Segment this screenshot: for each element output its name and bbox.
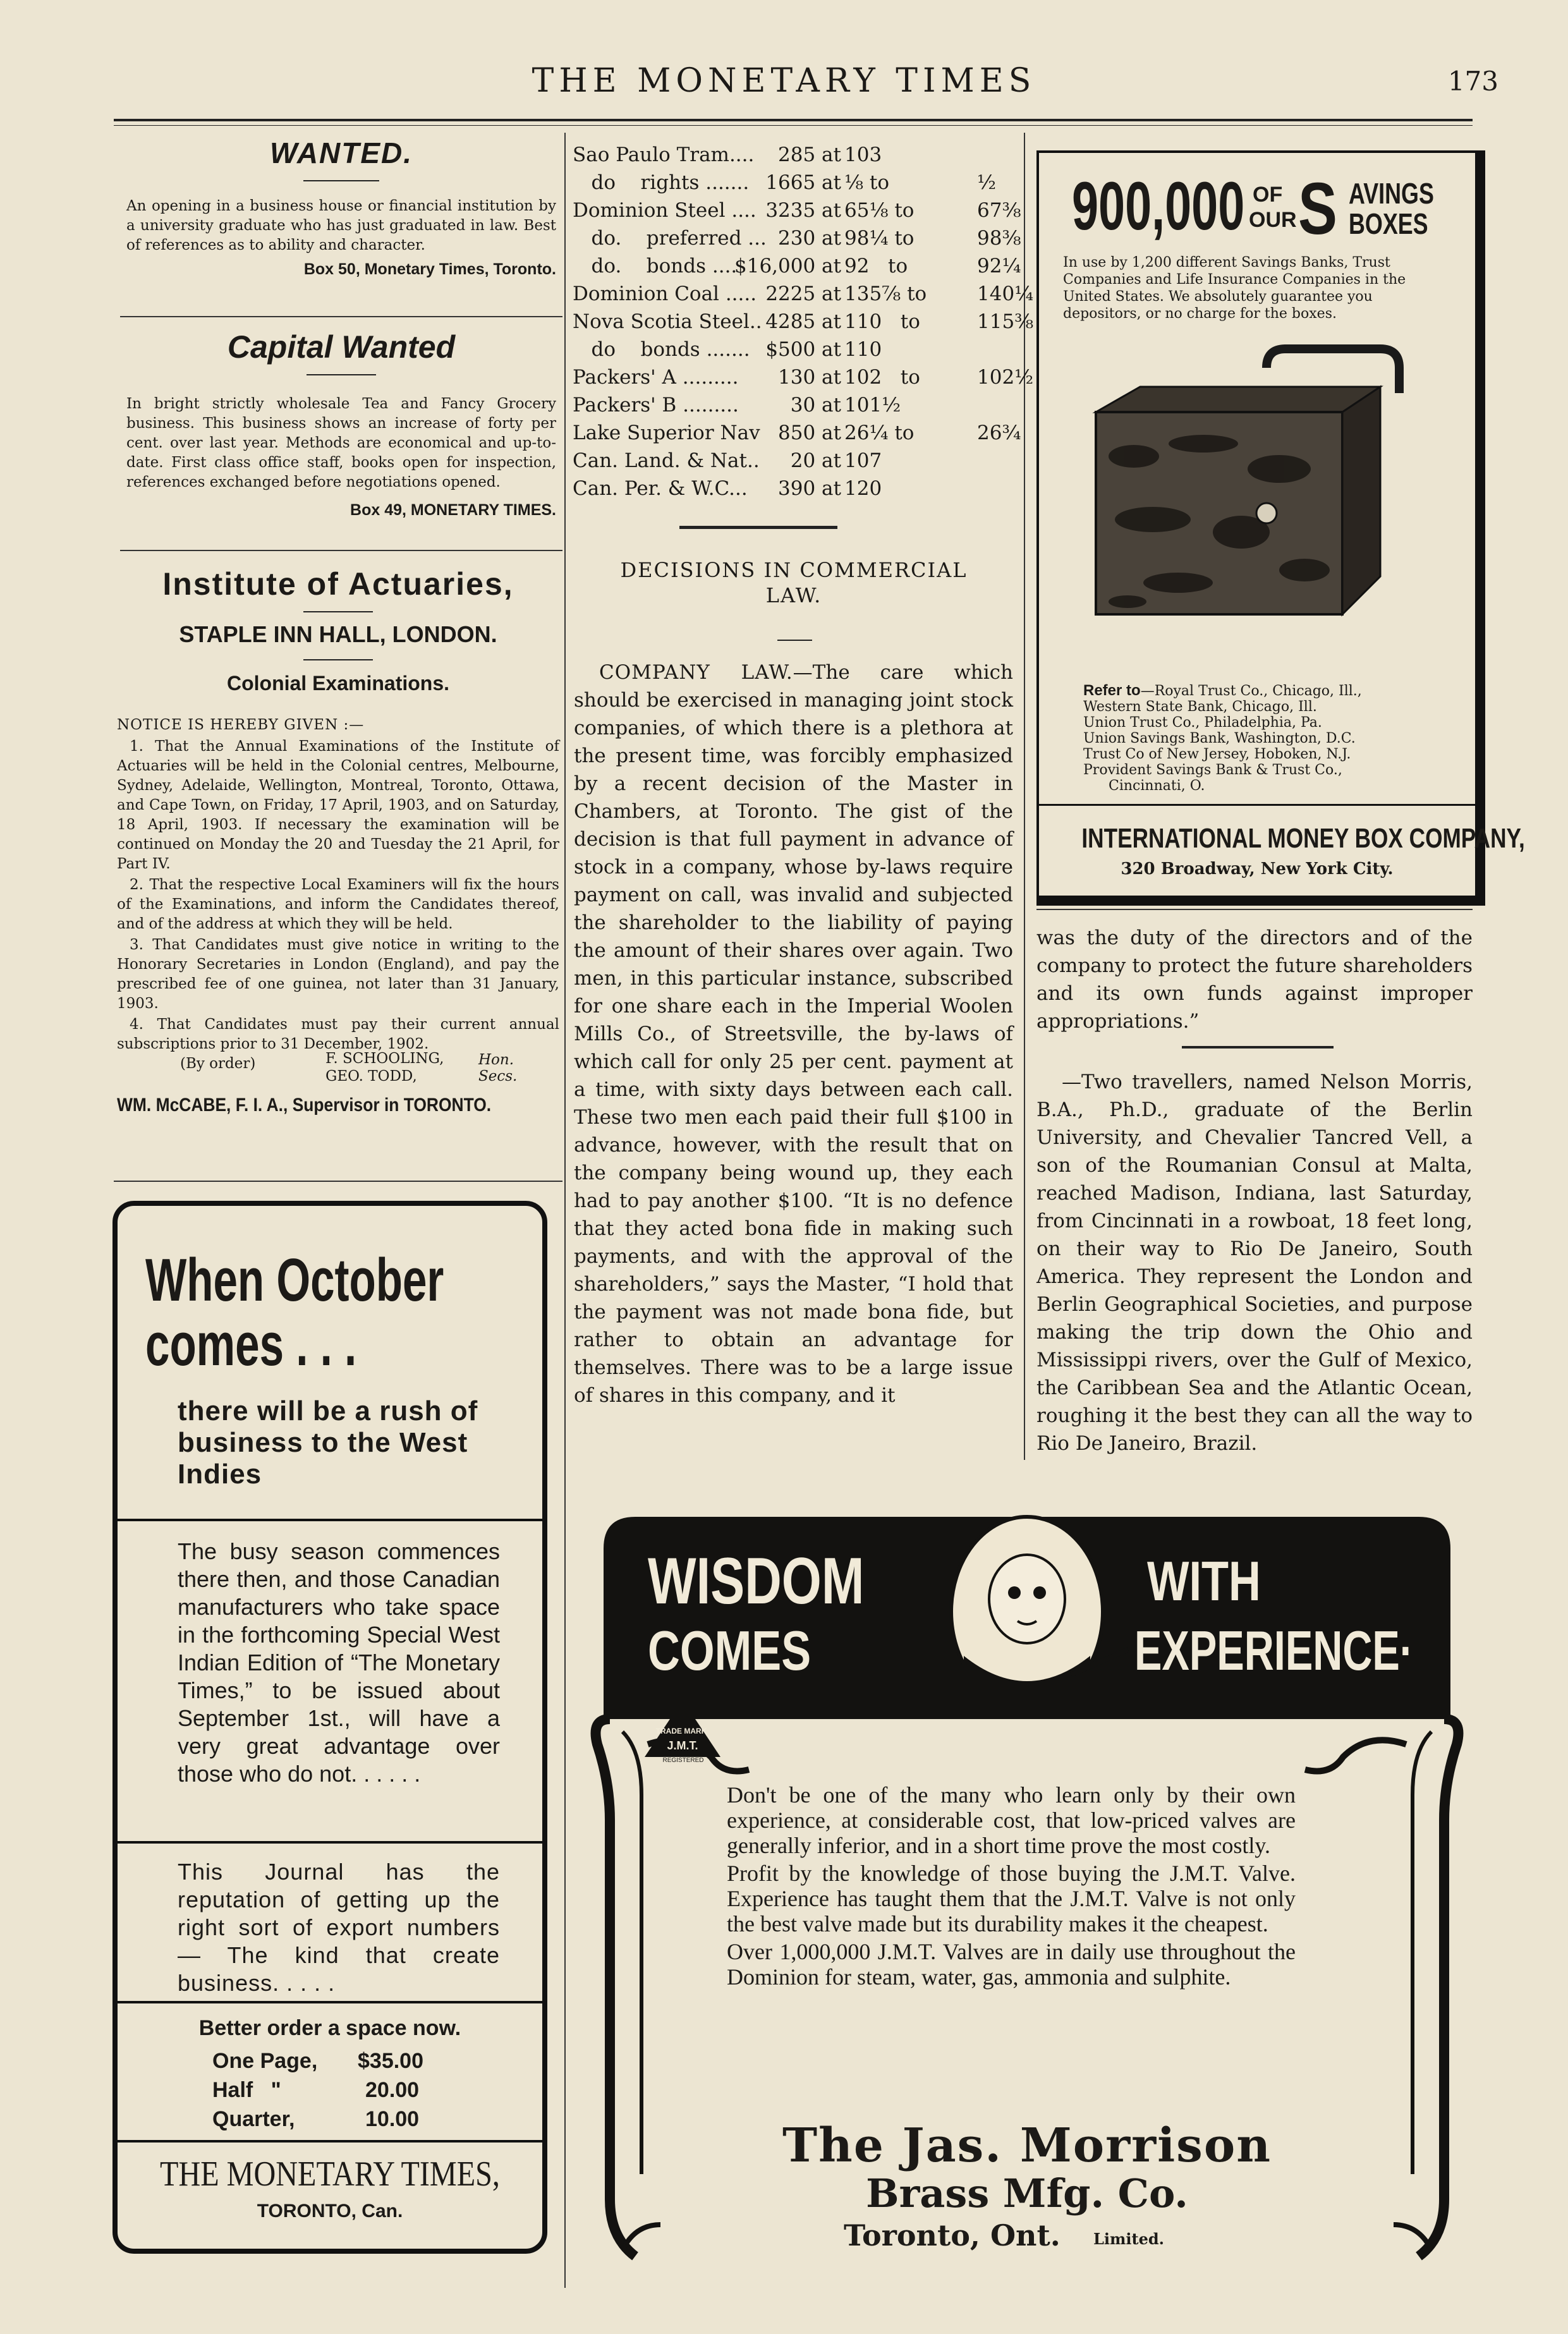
moneybox-desc: In use by 1,200 different Savings Banks, Trust Companies and Life Insurance Companies in the United States. We absolutely guarantee you depositors, or no charge for the boxes. — [1063, 255, 1406, 322]
stock-price: 110 to — [844, 310, 920, 333]
stock-row — [573, 449, 1015, 477]
capital-heading: Capital Wanted — [227, 329, 456, 365]
rate-row — [187, 2105, 427, 2134]
stock-row — [573, 143, 1015, 171]
jmt-trade-mark: TRADE MARK — [655, 1727, 707, 1735]
ref-line: Provident Savings Bank & Trust Co., — [1083, 762, 1342, 778]
divider — [112, 2001, 547, 2003]
list-item: 4. That Candidates must pay their current annual subscriptions prior to 31 December, 1902. — [117, 1016, 559, 1052]
stock-to: 26¾ — [977, 422, 1021, 444]
stock-amount: $500 at — [765, 338, 841, 361]
list-item: 2. That the respective Local Examiners will fix the hours of the Examinations, and inform the Candidates thereof, and of the address at which they will be held. — [117, 877, 559, 932]
frame-scroll — [648, 1740, 1406, 1771]
ref-line: Union Savings Bank, Washington, D.C. — [1083, 731, 1356, 746]
stock-price: 110 — [844, 338, 882, 361]
stock-price: 120 — [844, 477, 882, 500]
list-item: 1. That the Annual Examinations of the Institute of Actuaries will be held in the Colonial centres, Melbourne, Sydney, Adelaide, Wellington, Montreal, Toronto, Ottawa, and Cape Town, on Friday, 17 April, 1903, and on Saturday, 18 April, 1903. If necessary the examination will be continued on Monday the 20 and Tuesday the 21 April, for Part IV. — [117, 738, 559, 872]
travellers-item: —Two travellers, named Nelson Morris, B.A., Ph.D., graduate of the Berlin University, and Chevalier Tancred Vell, a son of the Roumanian Consul at Malta, reached Madison, Indiana, last Saturday, from Cincinnati in a rowboat, 18 feet long, on their way to Rio De Janeiro, South America. They represent the London and Berlin Geographical Societies, and purpose making the trip down the Ohio and Mississippi rivers, over the Gulf of Mexico, the Caribbean Sea and the Atlantic Ocean, roughing it the best they can all the way to Rio De Janeiro, Brazil. — [1036, 1071, 1473, 1455]
stock-to: 115⅜ — [977, 310, 1034, 333]
institute-notice — [117, 566, 559, 1116]
october-order: Better order a space now. — [198, 2016, 461, 2040]
october-para-1: The busy season commences there then, and those Canadian manufacturers who take space in the forthcoming Special West Indian Edition of “The Monetary Times,” to be issued about September 1st., will have a very great advantage over those who do not. . . . . . — [178, 1538, 500, 1787]
stock-name: Packers' A ......... — [573, 366, 739, 389]
october-city: TORONTO, Can. — [257, 2201, 403, 2222]
jmt-para-2: Profit by the knowledge of those buying the J.M.T. Valve. Experience has taught them that the J.M.T. Valve is not only the best valve made but its durability makes it the cheapest. — [727, 1861, 1296, 1936]
stock-amount: 390 at — [778, 477, 841, 500]
stock-to: 92¼ — [977, 255, 1021, 277]
stock-to: ½ — [977, 171, 997, 194]
jmt-with: WITH — [1147, 1550, 1261, 1612]
ref-line: Western State Bank, Chicago, Ill. — [1083, 699, 1317, 715]
stock-to: 102½ — [977, 366, 1034, 389]
october-rates — [187, 2046, 427, 2134]
secs-label: Secs. — [478, 1068, 518, 1085]
hon-label: Hon. — [478, 1052, 514, 1068]
stock-name: Sao Paulo Tram.... — [573, 143, 755, 166]
rate-label: Quarter, — [212, 2107, 295, 2131]
stock-amount: 285 at — [778, 143, 841, 166]
stock-row — [573, 199, 1021, 227]
stock-price: 65⅛ to — [844, 199, 915, 222]
rate-label: Half " — [212, 2078, 281, 2102]
institute-title: Institute of Actuaries, — [162, 566, 514, 602]
jmt-valve-ad — [585, 1504, 1469, 2282]
jmt-copy — [727, 1782, 1296, 1990]
stock-name: do. preferred ... — [573, 227, 767, 250]
stock-price: 101½ — [844, 394, 901, 416]
rate-label: One Page, — [212, 2049, 318, 2073]
box-lid — [1096, 387, 1380, 412]
decisions-heading-line-1: DECISIONS IN COMMERCIAL — [620, 558, 968, 582]
stock-amount: 20 at — [790, 449, 841, 472]
capital-box: Box 49, MONETARY TIMES. — [350, 501, 556, 519]
stock-name: do rights ....... — [573, 171, 750, 194]
running-head-title: THE MONETARY TIMES — [532, 62, 1036, 100]
stock-row — [573, 171, 1015, 199]
stock-amount: 3235 at — [765, 199, 841, 222]
divider — [112, 1519, 547, 1521]
jmt-comes: COMES — [648, 1619, 811, 1682]
october-ad — [112, 1201, 547, 2254]
ref-line: Union Trust Co., Philadelphia, Pa. — [1083, 715, 1322, 731]
jmt-firm-2: Brass Mfg. Co. — [866, 2170, 1188, 2216]
stock-row — [573, 477, 1015, 505]
moneybox-number: 900,000 — [1072, 167, 1245, 244]
divider — [777, 640, 812, 641]
divider — [1036, 909, 1473, 910]
wanted-heading: WANTED. — [269, 137, 413, 169]
stock-row — [573, 255, 1021, 283]
stock-amount: 2225 at — [765, 283, 841, 305]
stock-row — [573, 422, 1021, 449]
moneybox-s: S — [1298, 167, 1337, 250]
column-rule-left — [564, 133, 566, 2288]
stock-name: Dominion Steel .... — [573, 199, 757, 222]
stock-price: 103 — [844, 143, 882, 166]
decisions-heading — [573, 557, 1015, 608]
stock-amount: 1665 at — [765, 171, 841, 194]
stock-name: Can. Per. & W.C... — [573, 477, 748, 500]
stock-to: 67⅜ — [977, 199, 1021, 222]
institute-notice-heading: NOTICE IS HEREBY GIVEN :— — [117, 717, 365, 733]
stock-name: Lake Superior Nav — [573, 422, 760, 444]
institute-signatures — [117, 1050, 559, 1098]
stock-price: 107 — [844, 449, 882, 472]
stock-to: 140¼ — [977, 283, 1034, 305]
october-headline-2: comes . . . — [145, 1311, 357, 1378]
stock-row — [573, 394, 1015, 422]
stock-name: do. bonds .... — [573, 255, 738, 277]
divider — [1039, 804, 1475, 806]
divider — [303, 180, 379, 181]
divider — [1182, 1046, 1334, 1048]
stock-name: Can. Land. & Nat.. — [573, 449, 760, 472]
decisions-heading-line-2: LAW. — [765, 583, 822, 607]
wanted-box: Box 50, Monetary Times, Toronto. — [303, 260, 556, 278]
moneybox-refs — [1083, 683, 1450, 794]
stock-amount: 130 at — [778, 366, 841, 389]
moneybox-avings: AVINGS — [1349, 177, 1434, 210]
rate-row — [187, 2046, 427, 2076]
divider — [120, 316, 562, 317]
capital-wanted-ad — [126, 329, 556, 520]
stock-list — [573, 143, 1034, 505]
october-para-2: This Journal has the reputation of getting up the right sort of export numbers — The kind that create business. . . . . — [178, 1859, 500, 1996]
decisions-body — [574, 659, 1013, 1409]
by-order: (By order) — [180, 1055, 256, 1072]
moneybox-of: OF — [1253, 183, 1283, 207]
ref-line: —Royal Trust Co., Chicago, Ill., — [1140, 683, 1362, 699]
money-box-ad — [1036, 150, 1525, 906]
institute-sub: Colonial Examinations. — [226, 672, 450, 695]
institute-hall: STAPLE INN HALL, LONDON. — [179, 621, 497, 647]
rate-row — [187, 2076, 427, 2105]
ref-line: Trust Co of New Jersey, Hoboken, N.J. — [1083, 746, 1351, 762]
wanted-body: An opening in a business house or financial institution by a university graduate who has just graduated in law. Best of references as to ability and character. — [126, 198, 556, 253]
jmt-experience: EXPERIENCE· — [1134, 1619, 1414, 1682]
box-side — [1342, 387, 1380, 614]
divider — [679, 526, 837, 529]
rate-price: 20.00 — [365, 2078, 420, 2102]
stock-name: Dominion Coal ..... — [573, 283, 757, 305]
page-number: 173 — [1447, 66, 1498, 97]
stock-row — [573, 366, 1034, 394]
decisions-continued: was the duty of the directors and of the company to protect the future shareholders and its own funds against improper appropriations.” — [1036, 927, 1473, 1033]
moneybox-address: 320 Broadway, New York City. — [1121, 860, 1394, 878]
jmt-registered: REGISTERED — [662, 1757, 704, 1764]
institute-supervisor: WM. McCABE, F. I. A., Supervisor in TORONTO. — [117, 1095, 492, 1115]
moneybox-company: INTERNATIONAL MONEY BOX COMPANY, — [1081, 823, 1525, 854]
stock-amount: 850 at — [778, 422, 841, 444]
capital-body: In bright strictly wholesale Tea and Fancy Grocery business. This business shows an increase of forty per cent. over last year. Methods are economical and up-to-date. First class office staff, books open for inspection, references exchanged before negotiations opened. — [126, 396, 556, 490]
jmt-para-3: Over 1,000,000 J.M.T. Valves are in daily use throughout the Dominion for steam, water, gas, ammonia and sulphite. — [727, 1939, 1296, 1990]
divider — [112, 1841, 547, 1844]
stock-price: 98¼ to — [844, 227, 915, 250]
stock-to: 98⅜ — [977, 227, 1021, 250]
stock-price: 92 to — [844, 255, 908, 277]
october-brand: THE MONETARY TIMES, — [160, 2155, 500, 2194]
stock-amount: 230 at — [778, 227, 841, 250]
divider — [112, 2140, 547, 2143]
stock-name: Nova Scotia Steel.. — [573, 310, 762, 333]
money-box-illustration — [1077, 343, 1418, 633]
moneybox-our: OUR — [1249, 208, 1297, 232]
stock-amount: $16,000 at — [734, 255, 841, 277]
header-rule — [114, 119, 1473, 126]
stock-price: 102 to — [844, 366, 920, 389]
box-lock — [1256, 503, 1277, 523]
wanted-ad — [126, 136, 556, 279]
divider — [120, 550, 562, 551]
signature-schooling: F. SCHOOLING, — [325, 1050, 444, 1067]
institute-items — [117, 737, 559, 1054]
signature-todd: GEO. TODD, — [325, 1068, 417, 1085]
divider — [303, 659, 373, 660]
jmt-wisdom: WISDOM — [648, 1545, 865, 1618]
stock-amount: 30 at — [790, 394, 841, 416]
divider — [307, 374, 376, 375]
stock-name: do bonds ....... — [573, 338, 750, 361]
jmt-firm-1: The Jas. Morrison — [782, 2118, 1272, 2173]
stock-row — [573, 310, 1034, 338]
refer-label: Refer to — [1083, 682, 1141, 699]
decisions-lead: COMPANY LAW. — [599, 661, 793, 684]
stock-price: 135⅞ to — [844, 283, 927, 305]
october-sub: there will be a rush of business to the West Indies — [178, 1395, 478, 1490]
jmt-limited: Limited. — [1093, 2230, 1164, 2248]
stock-name: Packers' B ......... — [573, 394, 739, 416]
stock-row — [573, 338, 1015, 366]
divider — [303, 611, 373, 612]
stock-price: 26¼ to — [844, 422, 915, 444]
moneybox-boxes: BOXES — [1349, 207, 1428, 240]
jmt-firm-3: Toronto, Ont. — [844, 2218, 1061, 2252]
stock-price: ⅛ to — [844, 171, 890, 194]
rate-price: 10.00 — [365, 2107, 420, 2131]
jmt-logo-text: J.M.T. — [667, 1739, 698, 1752]
decisions-text: —The care which should be exercised in managing joint stock companies, of which there is a plethora at the present time, was forcibly emphasized by a recent decision of the Master in Chambers, at Toronto. The gist of the decision is that full payment in advance of stock in a company, whose by-laws require payment on call, was invalid and subjected the shareholder to the liability of paying the amount of their shares over again. Two men, in this particular instance, subscribed for one share each in the Imperial Woolen Mills Co., of Streetsville, the by-laws of which call for only 25 per cent. payment at a time, with sixty days between each call. These two men each paid their full $100 in advance, however, with the result that on the company being wound up, they each had to pay another $100. “It is no defence that they acted bona fide in making such payments, and with the approval of the shareholders,” says the Master, “I hold that the payment was not made bona fide, but rather to obtain an advantage for themselves. There was to be a large issue of shares in this company, and it — [574, 661, 1013, 1407]
rate-price: $35.00 — [358, 2049, 423, 2073]
october-headline-1: When October — [145, 1246, 444, 1314]
ref-line: Cincinnati, O. — [1109, 778, 1205, 794]
stock-row — [573, 227, 1021, 255]
stock-row — [573, 283, 1034, 310]
stock-amount: 4285 at — [765, 310, 841, 333]
jmt-para-1: Don't be one of the many who learn only by their own experience, at considerable cost, that low-priced valves are generally inferior, and in a short time prove the most costly. — [727, 1782, 1296, 1858]
list-item: 3. That Candidates must give notice in writing to the Honorary Secretaries in London (England), and pay the prescribed fee of one guinea, not later than 31 January, 1903. — [117, 937, 559, 1012]
divider — [114, 1181, 562, 1182]
